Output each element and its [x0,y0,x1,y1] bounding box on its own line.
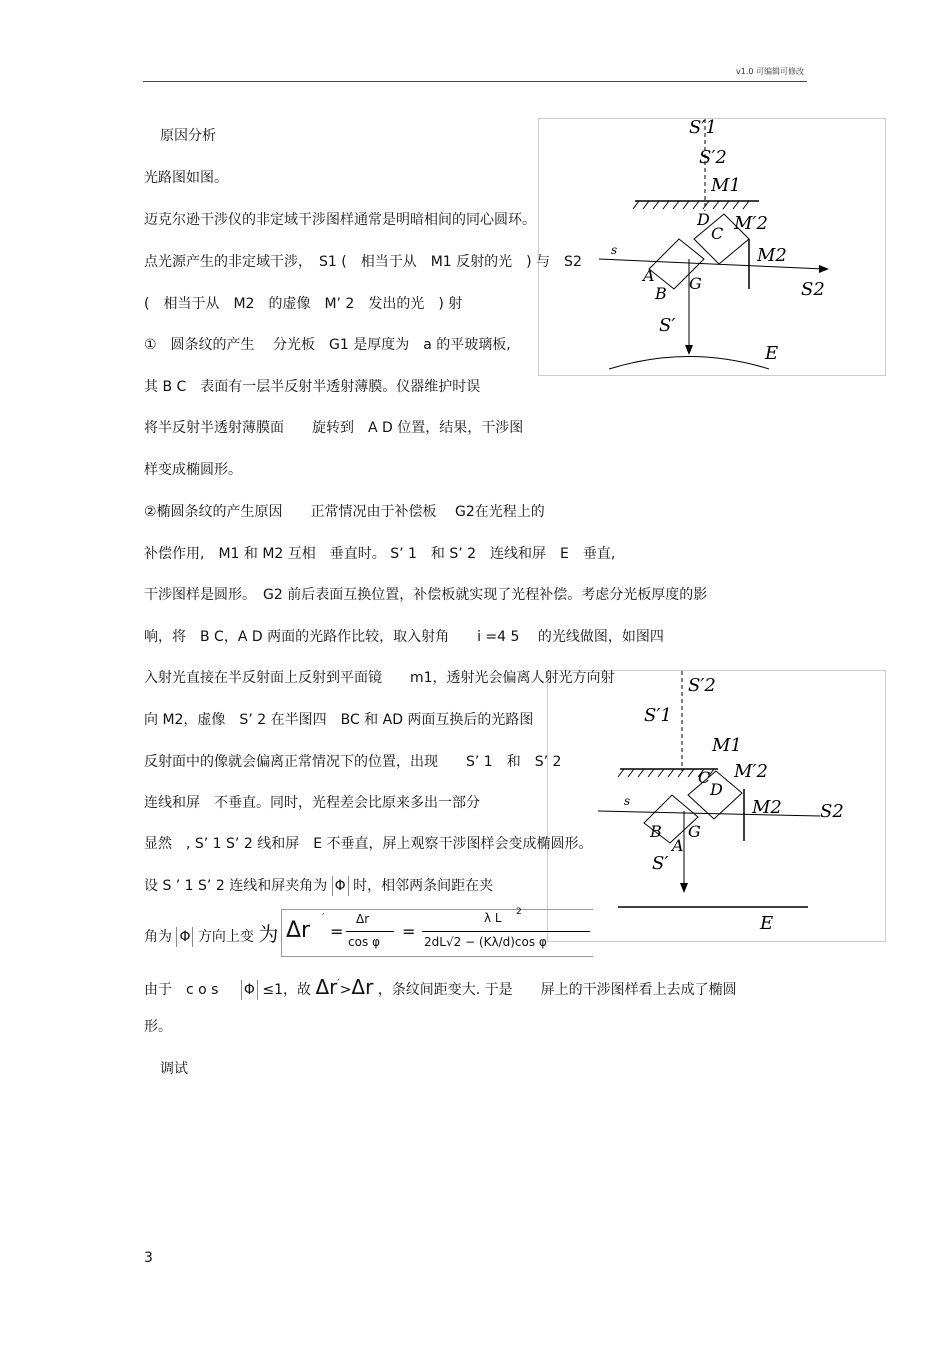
label-s-prime: S′ [659,315,676,336]
paragraph-line-conclusion: 由于 c o s Φ ≤1，故 Δr′>Δr ，条纹间距变大. 于是 屏上的干涉图样看上去成了椭圆 [144,975,737,999]
figure-optical-path-2 [547,670,886,942]
label-e: E [760,913,774,934]
figure-optical-path-1 [538,118,886,376]
label-s1-prime: S′1 [644,705,672,726]
label-e: E [765,343,779,364]
delta-r-prime: Δr [315,975,338,999]
phi-symbol: Φ [332,876,349,896]
label-m2-prime: M′2 [734,761,768,782]
phi-symbol: Φ [241,980,258,1000]
formula-lhs: Δr [286,918,311,943]
paragraph-line: 干涉图样是圆形。 G2 前后表面互换位置，补偿板就实现了光程补偿。考虑分光板厚度的影 [144,587,708,603]
paragraph-line: 迈克尔逊干涉仪的非定域干涉图样通常是明暗相间的同心圆环。 [144,212,536,228]
page-number: 3 [144,1250,153,1266]
label-g: G [689,274,702,293]
phi-symbol: Φ [176,927,193,947]
paragraph-line: 显然 , S’ 1 S’ 2 线和屏 E 不垂直，屏上观察干涉图样会变成椭圆形。 [144,836,593,852]
paragraph-line: 形。 [144,1019,172,1035]
label-m1: M1 [711,175,741,196]
label-m2: M2 [757,245,787,266]
label-s2-prime: S′2 [688,675,716,696]
label-a: A [672,836,684,855]
arrow-down [680,883,688,893]
label-s2: S2 [801,279,825,300]
paragraph-line: ( 相当于从 M2 的虚像 M’ 2 发出的光 ) 射 [144,296,463,312]
label-s-prime: S′ [652,853,669,874]
label-s2: S2 [820,801,844,822]
paragraph-line: 向 M2，虚像 S’ 2 在半图四 BC 和 AD 两面互换后的光路图 [144,712,534,728]
paragraph-line: 入射光直接在半反射面上反射到平面镜 m1，透射光会偏离人射光方向射 [144,670,615,686]
label-b: B [650,822,662,841]
paragraph-line: 连线和屏 不垂直。同时，光程差会比原来多出一部分 [144,795,480,811]
paragraph-line: 样变成椭圆形。 [144,462,242,478]
paragraph-line: 将半反射半透射薄膜面 旋转到 A D 位置，结果，干涉图 [144,420,524,436]
mirror-m1-hatch [633,201,749,209]
arrow-down [685,345,693,355]
arrow-right [819,265,829,273]
label-s: s [624,794,631,808]
label-m1: M1 [712,735,742,756]
label-s: s [611,243,618,257]
delta-r: Δr [351,975,374,999]
section-heading-analysis: 原因分析 [160,128,216,144]
label-s2-prime: S′2 [699,147,727,168]
paragraph-line: 其 B C 表面有一层半反射半透射薄膜。仪器维护时误 [144,379,481,395]
label-c: C [711,224,724,243]
label-g: G [688,822,701,841]
label-m2: M2 [752,797,782,818]
paragraph-line: 点光源产生的非定域干涉， S1 ( 相当于从 M1 反射的光 ) 与 S2 [144,254,582,270]
label-c: C [698,768,711,787]
paragraph-line: 光路图如图。 [144,170,228,186]
paragraph-line: 响，将 B C，A D 两面的光路作比较，取入射角 i =4 5 的光线做图，如图四 [144,629,664,645]
formula-frac2-num: λ L [484,911,502,925]
paragraph-line: 反射面中的像就会偏离正常情况下的位置，出现 S’ 1 和 S’ 2 [144,754,562,770]
paragraph-line: ②椭圆条纹的产生原因 正常情况由于补偿板 G2在光程上的 [144,504,545,520]
paragraph-line: ① 圆条纹的产生 分光板 G1 是厚度为 a 的平玻璃板, [144,337,511,353]
formula-frac2-den: 2dL√2 − (Kλ/d)cos φ [424,935,547,949]
label-d: D [697,210,710,229]
formula-frac1-num: Δr [356,912,370,926]
header-rule [143,81,807,82]
label-s1-prime: S′1 [689,119,717,138]
paragraph-line: 补偿作用, M1 和 M2 互相 垂直时。 S’ 1 和 S’ 2 连线和屏 E 垂直, [144,546,616,562]
formula-spacing: Δr ′ = Δr cos φ = λ L 2 2dL√2 − (Kλ/d)cos φ [281,909,593,957]
label-d: D [710,780,723,799]
formula-frac1-den: cos φ [348,935,380,949]
label-m2-prime: M′2 [734,213,768,234]
screen-e-curve [609,357,769,370]
label-a: A [643,266,655,285]
paragraph-line-direction: 角为 Φ 方向上变 为 [144,922,279,946]
paragraph-line-angle: 设 S ’ 1 S’ 2 连线和屏夹角为 Φ 时，相邻两条间距在夹 [144,878,494,894]
horizontal-beam [599,259,824,269]
label-b: B [655,284,667,303]
header-version: v1.0 可编辑可修改 [736,67,804,76]
section-heading-debug: 调试 [160,1061,188,1077]
horizontal-beam [598,811,820,816]
